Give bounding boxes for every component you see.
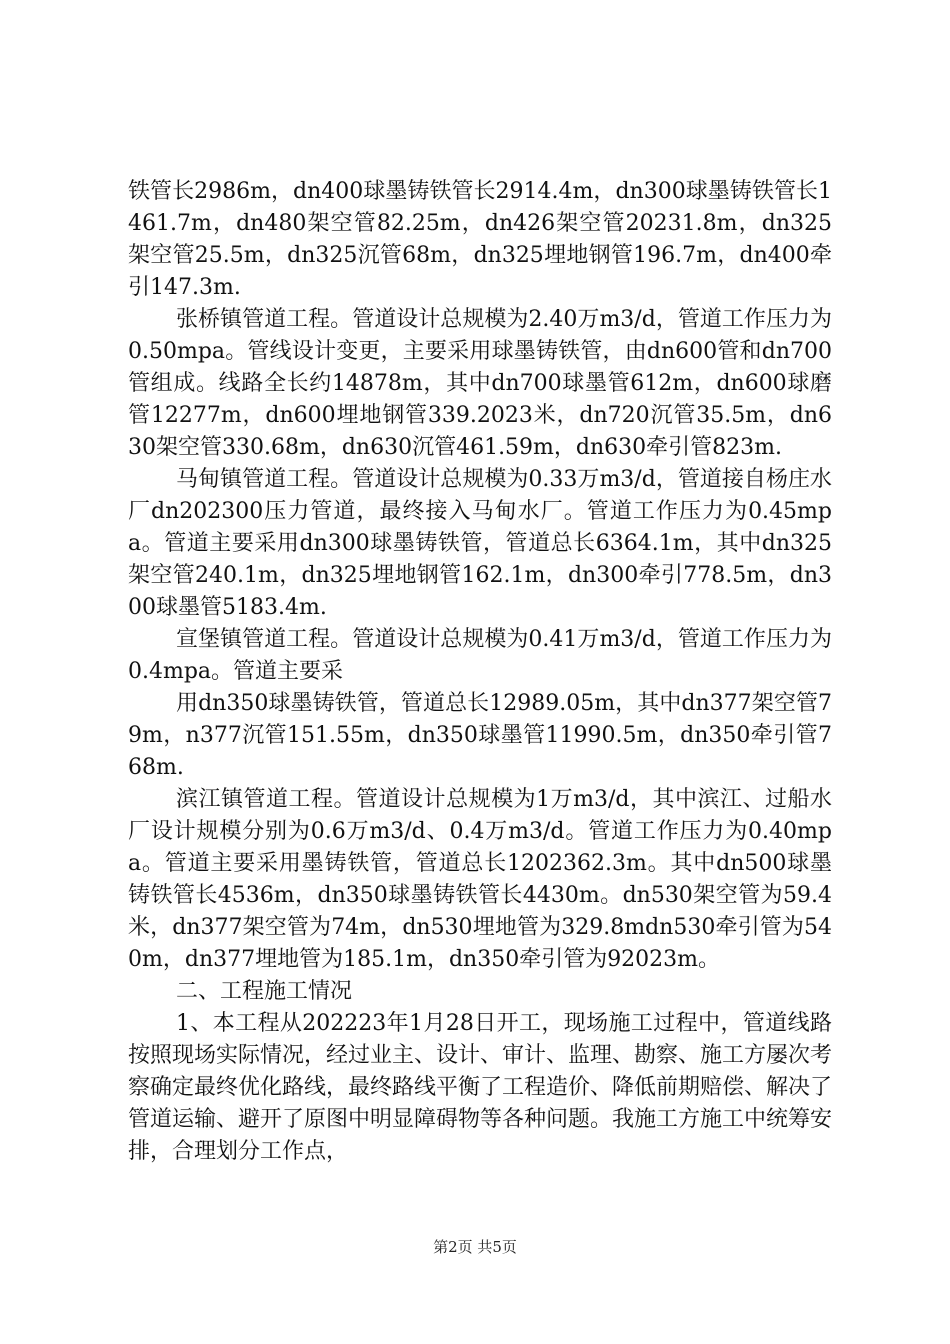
paragraph-zhangqiao-town: 张桥镇管道工程。管道设计总规模为2.40万m3/d，管道工作压力为0.50mpa。管线设计变更，主要采用球墨铸铁管，由dn600管和dn700管组成。线路全长约14878m，其中dn700球墨管612m，dn600球磨管12277m，dn600埋地钢管339.2023米，dn720沉管35.5m，dn630架空管330.68m，dn630沉管461.59m，dn630牵引管823m.	[128, 307, 832, 460]
paragraph-pipe-lengths-continued: 铁管长2986m，dn400球墨铸铁管长2914.4m，dn300球墨铸铁管长1461.7m，dn480架空管82.25m，dn426架空管20231.8m，dn325架空管25.5m，dn325沉管68m，dn325埋地钢管196.7m，dn400牵引147.3m.	[128, 179, 832, 300]
page-number-footer: 第2页 共5页	[433, 1238, 517, 1256]
paragraph-madian-town: 马甸镇管道工程。管道设计总规模为0.33万m3/d，管道接自杨庄水厂dn202300压力管道，最终接入马甸水厂。管道工作压力为0.45mpa。管道主要采用dn300球墨铸铁管，管道总长6364.1m，其中dn325架空管240.1m，dn325埋地钢管162.1m，dn300牵引778.5m，dn300球墨管5183.4m.	[128, 467, 832, 620]
paragraph-xuanbao-town: 宣堡镇管道工程。管道设计总规模为0.41万m3/d，管道工作压力为0.4mpa。管道主要采	[128, 627, 832, 684]
paragraph-xuanbao-town-continued: 用dn350球墨铸铁管，管道总长12989.05m，其中dn377架空管79m，n377沉管151.55m，dn350球墨管11990.5m，dn350牵引管768m.	[128, 691, 832, 780]
document-body	[128, 176, 832, 1168]
paragraph-binjiang-town: 滨江镇管道工程。管道设计总规模为1万m3/d，其中滨江、过船水厂设计规模分别为0.6万m3/d、0.4万m3/d。管道工作压力为0.40mpa。管道主要采用墨铸铁管，管道总长1202362.3m。其中dn500球墨铸铁管长4536m，dn350球墨铸铁管长4430m。dn530架空管为59.4米，dn377架空管为74m，dn530埋地管为329.8mdn530牵引管为540m，dn377埋地管为185.1m，dn350牵引管为92023m。	[128, 787, 832, 972]
paragraph-construction-item-1: 1、本工程从202223年1月28日开工，现场施工过程中，管道线路按照现场实际情况，经过业主、设计、审计、监理、勘察、施工方屡次考察确定最终优化路线，最终路线平衡了工程造价、降低前期赔偿、解决了管道运输、避开了原图中明显障碍物等各种问题。我施工方施工中统筹安排，合理划分工作点，	[128, 1011, 833, 1164]
section-heading-construction: 二、工程施工情况	[176, 979, 353, 1004]
